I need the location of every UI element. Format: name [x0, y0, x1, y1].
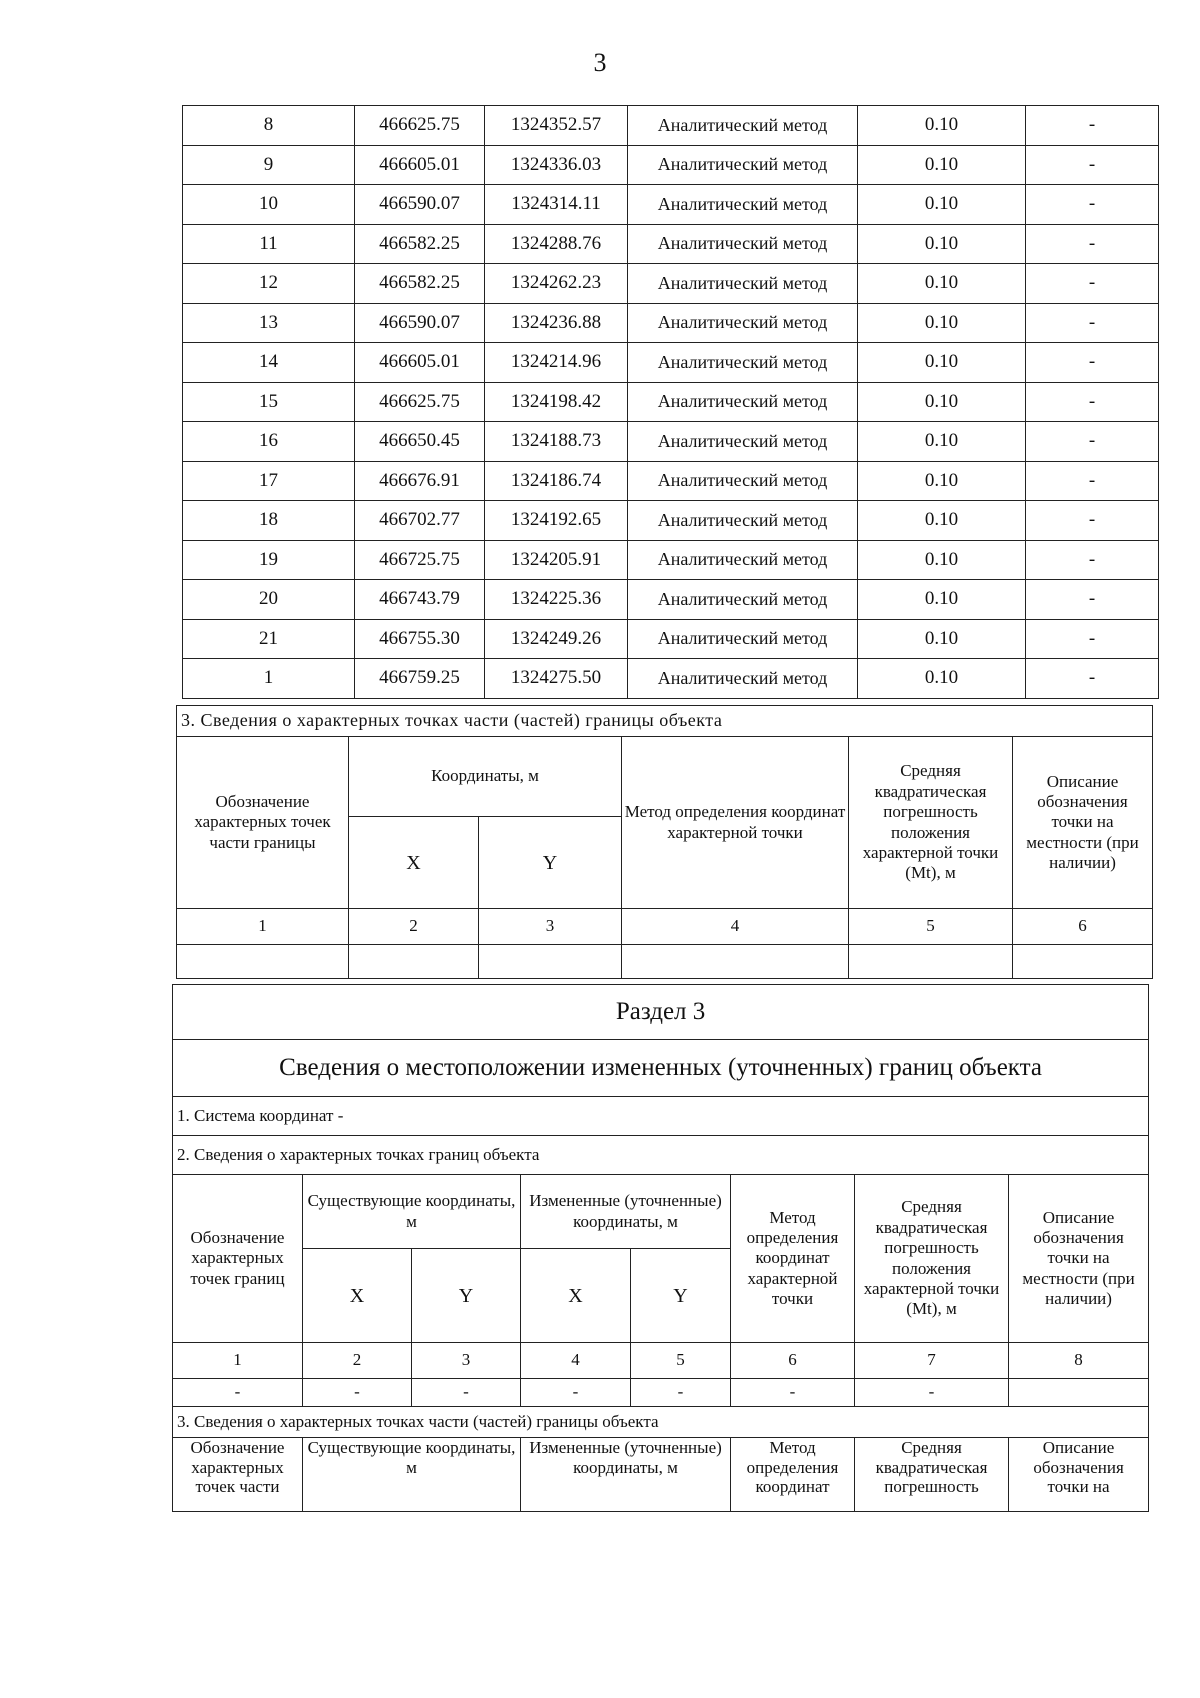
description: -	[1026, 145, 1159, 185]
header-existing-coordinates: Существующие координаты, м	[303, 1175, 521, 1249]
table-row	[183, 185, 1159, 225]
empty-cell	[849, 945, 1013, 979]
column-number: 6	[731, 1343, 855, 1379]
method: Аналитический метод	[628, 619, 858, 659]
description: -	[1026, 264, 1159, 304]
table-row	[183, 422, 1159, 462]
coord-y: 1324186.74	[485, 461, 628, 501]
column-number: 2	[349, 909, 479, 945]
mean-error: 0.10	[858, 659, 1026, 699]
method: Аналитический метод	[628, 185, 858, 225]
column-number: 8	[1009, 1343, 1149, 1379]
coord-x: 466625.75	[355, 382, 485, 422]
table-row	[183, 264, 1159, 304]
description: -	[1026, 422, 1159, 462]
description: -	[1026, 106, 1159, 146]
coord-x: 466582.25	[355, 224, 485, 264]
method: Аналитический метод	[628, 461, 858, 501]
method: Аналитический метод	[628, 145, 858, 185]
coordinates-table	[182, 105, 1159, 699]
point-number: 19	[183, 540, 355, 580]
column-number: 5	[631, 1343, 731, 1379]
header-changed-coordinates: Измененные (уточненные) координаты, м	[521, 1175, 731, 1249]
description: -	[1026, 343, 1159, 383]
table-row	[183, 343, 1159, 383]
table-row	[183, 540, 1159, 580]
header-error: Средняя квадратическая погрешность положения характерной точки (Mt), м	[855, 1175, 1009, 1343]
point-number: 9	[183, 145, 355, 185]
column-number: 4	[622, 909, 849, 945]
mean-error: 0.10	[858, 501, 1026, 541]
method: Аналитический метод	[628, 501, 858, 541]
header-part-changed: Измененные (уточненные) координаты, м	[521, 1438, 731, 1512]
method: Аналитический метод	[628, 303, 858, 343]
header-designation: Обозначение характерных точек границ	[173, 1175, 303, 1343]
header-part-existing: Существующие координаты, м	[303, 1438, 521, 1512]
coord-y: 1324262.23	[485, 264, 628, 304]
table-row	[183, 659, 1159, 699]
table-row	[183, 224, 1159, 264]
column-number: 1	[173, 1343, 303, 1379]
mean-error: 0.10	[858, 540, 1026, 580]
point-number: 20	[183, 580, 355, 620]
dash-cell	[1009, 1379, 1149, 1407]
point-number: 11	[183, 224, 355, 264]
header-x: X	[521, 1249, 631, 1343]
column-number: 3	[479, 909, 622, 945]
dash-cell: -	[412, 1379, 521, 1407]
header-part-error: Средняя квадратическая погрешность	[855, 1438, 1009, 1512]
table-row	[183, 580, 1159, 620]
description: -	[1026, 540, 1159, 580]
point-number: 8	[183, 106, 355, 146]
point-number: 10	[183, 185, 355, 225]
header-y: Y	[479, 817, 622, 909]
point-number: 21	[183, 619, 355, 659]
header-coordinates: Координаты, м	[349, 737, 622, 817]
coord-x: 466582.25	[355, 264, 485, 304]
method: Аналитический метод	[628, 343, 858, 383]
table-row	[183, 382, 1159, 422]
coord-x: 466590.07	[355, 303, 485, 343]
header-x: X	[349, 817, 479, 909]
header-part-designation: Обозначение характерных точек части	[173, 1438, 303, 1512]
mean-error: 0.10	[858, 106, 1026, 146]
point-number: 1	[183, 659, 355, 699]
point-number: 15	[183, 382, 355, 422]
coord-x: 466605.01	[355, 145, 485, 185]
mean-error: 0.10	[858, 580, 1026, 620]
header-description: Описание обозначения точки на местности (при наличии)	[1013, 737, 1153, 909]
header-x: X	[303, 1249, 412, 1343]
description: -	[1026, 501, 1159, 541]
header-method: Метод определения координат характерной точки	[622, 737, 849, 909]
coord-y: 1324198.42	[485, 382, 628, 422]
column-number: 5	[849, 909, 1013, 945]
column-number: 7	[855, 1343, 1009, 1379]
coord-x: 466755.30	[355, 619, 485, 659]
coord-x: 466759.25	[355, 659, 485, 699]
table-row	[183, 619, 1159, 659]
coordinates-table-body	[183, 106, 1159, 699]
mean-error: 0.10	[858, 264, 1026, 304]
point-number: 18	[183, 501, 355, 541]
coord-y: 1324236.88	[485, 303, 628, 343]
dash-cell: -	[631, 1379, 731, 1407]
coord-y: 1324352.57	[485, 106, 628, 146]
section-subtitle: Сведения о местоположении измененных (уточненных) границ объекта	[173, 1040, 1149, 1097]
point-number: 12	[183, 264, 355, 304]
mean-error: 0.10	[858, 185, 1026, 225]
mean-error: 0.10	[858, 422, 1026, 462]
table-row	[183, 145, 1159, 185]
description: -	[1026, 185, 1159, 225]
page-number: 3	[593, 48, 607, 77]
column-number: 3	[412, 1343, 521, 1379]
mean-error: 0.10	[858, 145, 1026, 185]
empty-cell	[479, 945, 622, 979]
header-designation: Обозначение характерных точек части границы	[177, 737, 349, 909]
method: Аналитический метод	[628, 224, 858, 264]
coord-x: 466625.75	[355, 106, 485, 146]
table-row	[183, 461, 1159, 501]
coord-x: 466725.75	[355, 540, 485, 580]
table-row	[183, 303, 1159, 343]
dash-cell: -	[173, 1379, 303, 1407]
coord-y: 1324205.91	[485, 540, 628, 580]
point-number: 17	[183, 461, 355, 501]
empty-cell	[1013, 945, 1153, 979]
empty-cell	[622, 945, 849, 979]
header-part-method: Метод определения координат	[731, 1438, 855, 1512]
coord-y: 1324214.96	[485, 343, 628, 383]
coord-y: 1324192.65	[485, 501, 628, 541]
empty-cell	[349, 945, 479, 979]
coord-y: 1324188.73	[485, 422, 628, 462]
method: Аналитический метод	[628, 382, 858, 422]
table-row	[183, 501, 1159, 541]
header-y: Y	[412, 1249, 521, 1343]
coord-y: 1324336.03	[485, 145, 628, 185]
mean-error: 0.10	[858, 343, 1026, 383]
description: -	[1026, 382, 1159, 422]
coord-y: 1324225.36	[485, 580, 628, 620]
table-row	[183, 106, 1159, 146]
boundary-parts-table	[176, 705, 1153, 979]
mean-error: 0.10	[858, 382, 1026, 422]
header-error: Средняя квадратическая погрешность положения характерной точки (Mt), м	[849, 737, 1013, 909]
description: -	[1026, 659, 1159, 699]
point-number: 16	[183, 422, 355, 462]
header-method: Метод определения координат характерной точки	[731, 1175, 855, 1343]
coord-y: 1324249.26	[485, 619, 628, 659]
parts-caption: 3. Сведения о характерных точках части (частей) границы объекта	[173, 1407, 1149, 1438]
mean-error: 0.10	[858, 619, 1026, 659]
dash-cell: -	[855, 1379, 1009, 1407]
coord-x: 466605.01	[355, 343, 485, 383]
coord-x: 466590.07	[355, 185, 485, 225]
point-number: 13	[183, 303, 355, 343]
method: Аналитический метод	[628, 422, 858, 462]
method: Аналитический метод	[628, 106, 858, 146]
mean-error: 0.10	[858, 461, 1026, 501]
coord-y: 1324275.50	[485, 659, 628, 699]
coord-y: 1324314.11	[485, 185, 628, 225]
empty-cell	[177, 945, 349, 979]
section-title: Раздел 3	[173, 985, 1149, 1040]
column-number: 6	[1013, 909, 1153, 945]
coord-x: 466650.45	[355, 422, 485, 462]
coord-x: 466702.77	[355, 501, 485, 541]
header-y: Y	[631, 1249, 731, 1343]
boundary-parts-caption: 3. Сведения о характерных точках части (частей) границы объекта	[177, 706, 1153, 737]
method: Аналитический метод	[628, 580, 858, 620]
description: -	[1026, 461, 1159, 501]
header-part-description: Описание обозначения точки на	[1009, 1438, 1149, 1512]
dash-cell: -	[521, 1379, 631, 1407]
section-3-table	[172, 984, 1149, 1512]
description: -	[1026, 619, 1159, 659]
column-number: 1	[177, 909, 349, 945]
coord-x: 466743.79	[355, 580, 485, 620]
column-number: 4	[521, 1343, 631, 1379]
header-description: Описание обозначения точки на местности (при наличии)	[1009, 1175, 1149, 1343]
method: Аналитический метод	[628, 540, 858, 580]
mean-error: 0.10	[858, 303, 1026, 343]
coord-y: 1324288.76	[485, 224, 628, 264]
description: -	[1026, 580, 1159, 620]
method: Аналитический метод	[628, 264, 858, 304]
description: -	[1026, 224, 1159, 264]
coordinate-system: 1. Система координат -	[173, 1097, 1149, 1136]
point-number: 14	[183, 343, 355, 383]
mean-error: 0.10	[858, 224, 1026, 264]
points-caption: 2. Сведения о характерных точках границ объекта	[173, 1136, 1149, 1175]
dash-cell: -	[731, 1379, 855, 1407]
method: Аналитический метод	[628, 659, 858, 699]
column-number: 2	[303, 1343, 412, 1379]
coord-x: 466676.91	[355, 461, 485, 501]
dash-cell: -	[303, 1379, 412, 1407]
description: -	[1026, 303, 1159, 343]
